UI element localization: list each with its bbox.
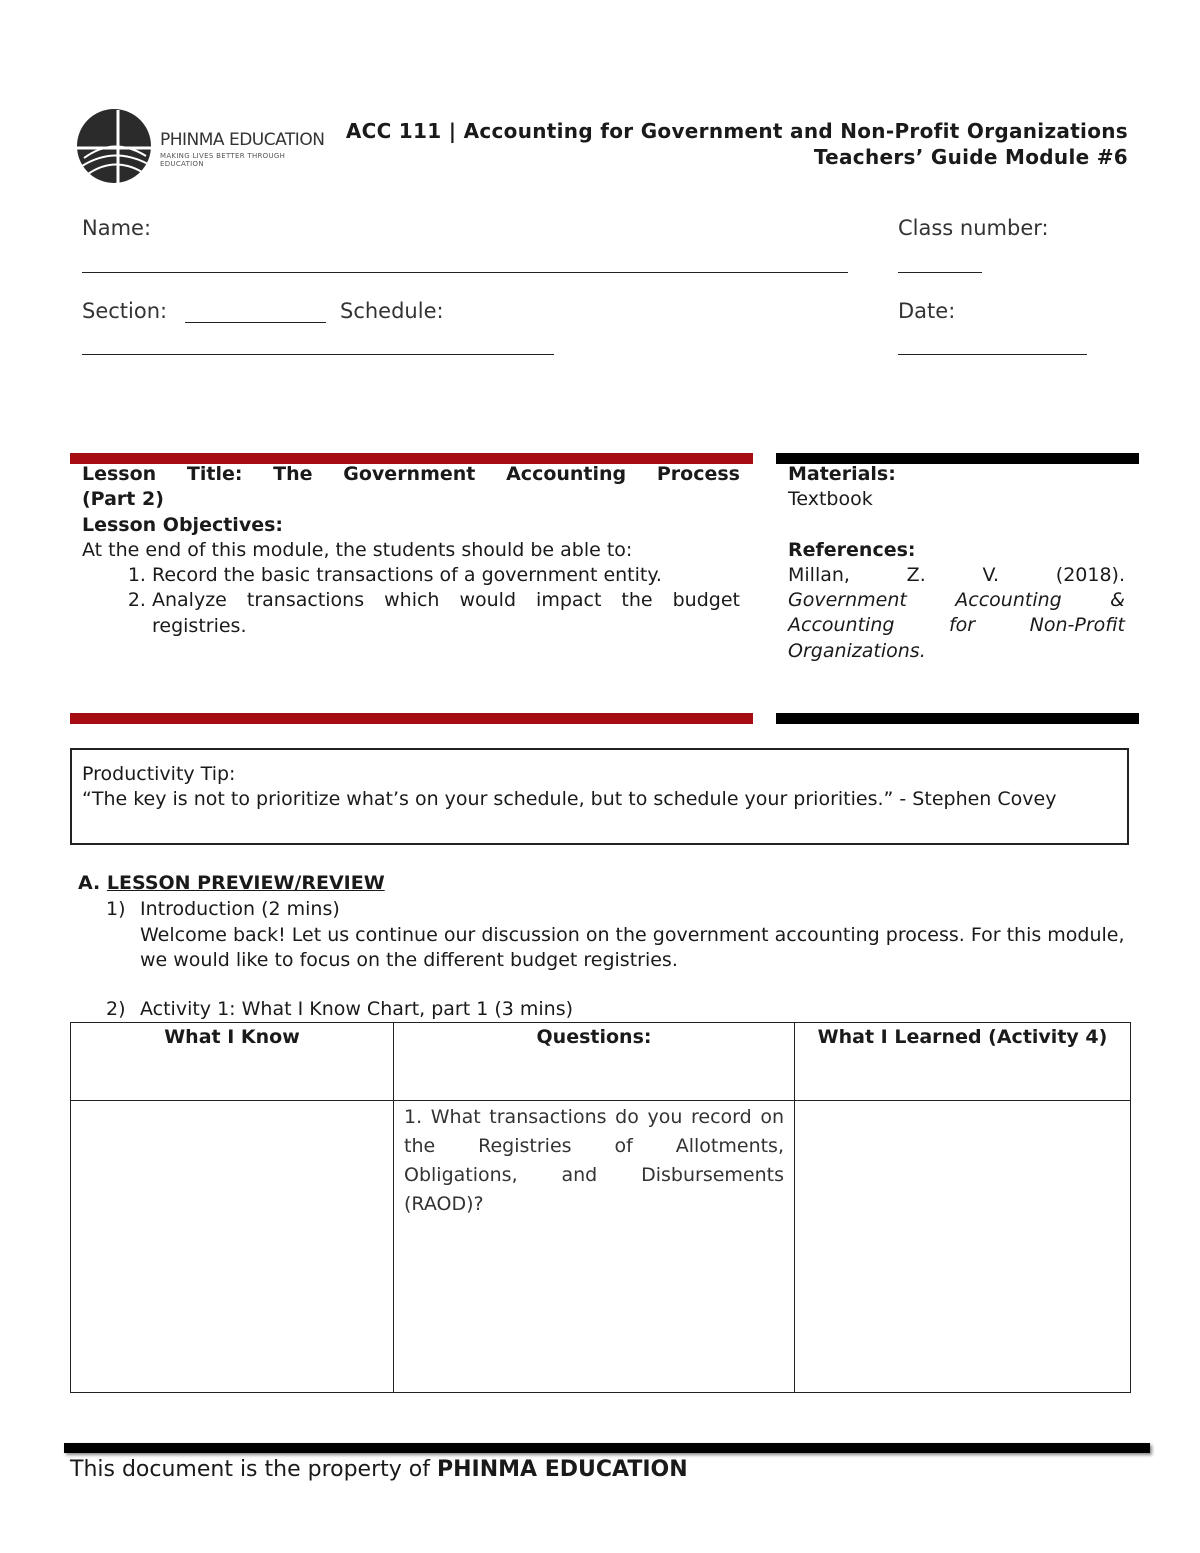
productivity-tip-box [70, 748, 1129, 845]
module-title: Teachers’ Guide Module #6 [813, 145, 1128, 169]
class-number-field-line[interactable] [898, 272, 982, 273]
what-i-learned-cell[interactable] [795, 1101, 1131, 1393]
lesson-bottom-bar-red [70, 713, 753, 724]
section-letter: A. [78, 872, 101, 894]
tip-label: Productivity Tip: [82, 763, 236, 785]
lesson-title-cont: (Part 2) [82, 488, 164, 511]
objective-item: 1. Record the basic transactions of a government entity. [152, 563, 740, 588]
logo-text: PHINMA EDUCATION [160, 130, 325, 150]
class-number-label: Class number: [898, 216, 1049, 240]
item2-number: 2) [106, 998, 126, 1020]
materials-references [788, 462, 1125, 664]
date-label: Date: [898, 299, 956, 323]
lesson-details [82, 462, 740, 639]
section-label: Section: [82, 299, 168, 323]
name-field-line[interactable] [82, 272, 848, 273]
footer-prefix: This document is the property of [70, 1457, 437, 1482]
objective-item: 2. Analyze transactions which would impact the budget registries. [152, 588, 740, 639]
lesson-title: Lesson Title: The Government Accounting Process [82, 463, 740, 485]
section-title: LESSON PREVIEW/REVIEW [106, 872, 385, 894]
footer-company: PHINMA EDUCATION [436, 1457, 688, 1482]
what-i-know-cell[interactable] [71, 1101, 394, 1393]
objectives-label: Lesson Objectives: [82, 513, 283, 536]
section-field-line[interactable] [185, 322, 326, 323]
schedule-label: Schedule: [340, 299, 444, 323]
table-header-row [71, 1023, 1131, 1101]
objectives-intro: At the end of this module, the students should be able to: [82, 538, 633, 561]
materials-bottom-bar-black [776, 713, 1139, 724]
header-what-i-learned: What I Learned (Activity 4) [795, 1023, 1131, 1101]
reference-author: Millan, Z. V. (2018). [788, 563, 1125, 586]
what-i-know-chart [70, 1022, 1131, 1393]
logo-globe-icon [74, 106, 154, 186]
objectives-list [82, 563, 740, 639]
header-what-i-know: What I Know [71, 1023, 394, 1101]
section-a-heading [78, 872, 385, 894]
footer-bar [64, 1443, 1150, 1453]
phinma-logo [74, 106, 329, 188]
materials-label: Materials: [788, 463, 896, 485]
table-row [71, 1101, 1131, 1393]
item1-title: Introduction (2 mins) [140, 898, 340, 920]
references-label: References: [788, 538, 916, 561]
reference-title: Government Accounting & Accounting for Non-Profit Organizations. [788, 589, 1125, 662]
date-field-line[interactable] [898, 354, 1087, 355]
question-cell: 1. What transactions do you record on the Registries of Allotments, Obligations, and Disbursements (RAOD)? [394, 1101, 795, 1393]
footer-text [70, 1457, 688, 1482]
header-questions: Questions: [394, 1023, 795, 1101]
logo-tagline: MAKING LIVES BETTER THROUGH EDUCATION [160, 152, 286, 168]
item1-number: 1) [106, 898, 126, 920]
tip-quote: “The key is not to prioritize what’s on your schedule, but to schedule your priorities.” - Stephen Covey [82, 788, 1057, 810]
materials-value: Textbook [788, 488, 873, 511]
course-header [346, 118, 1128, 170]
name-label: Name: [82, 216, 152, 240]
schedule-field-line[interactable] [82, 354, 554, 355]
item1-body: Welcome back! Let us continue our discussion on the government accounting process. For this module, we would like to focus on the different budget registries. [140, 924, 1125, 971]
course-title: ACC 111 | Accounting for Government and Non-Profit Organizations [345, 119, 1128, 143]
item2-title: Activity 1: What I Know Chart, part 1 (3 mins) [140, 998, 574, 1020]
